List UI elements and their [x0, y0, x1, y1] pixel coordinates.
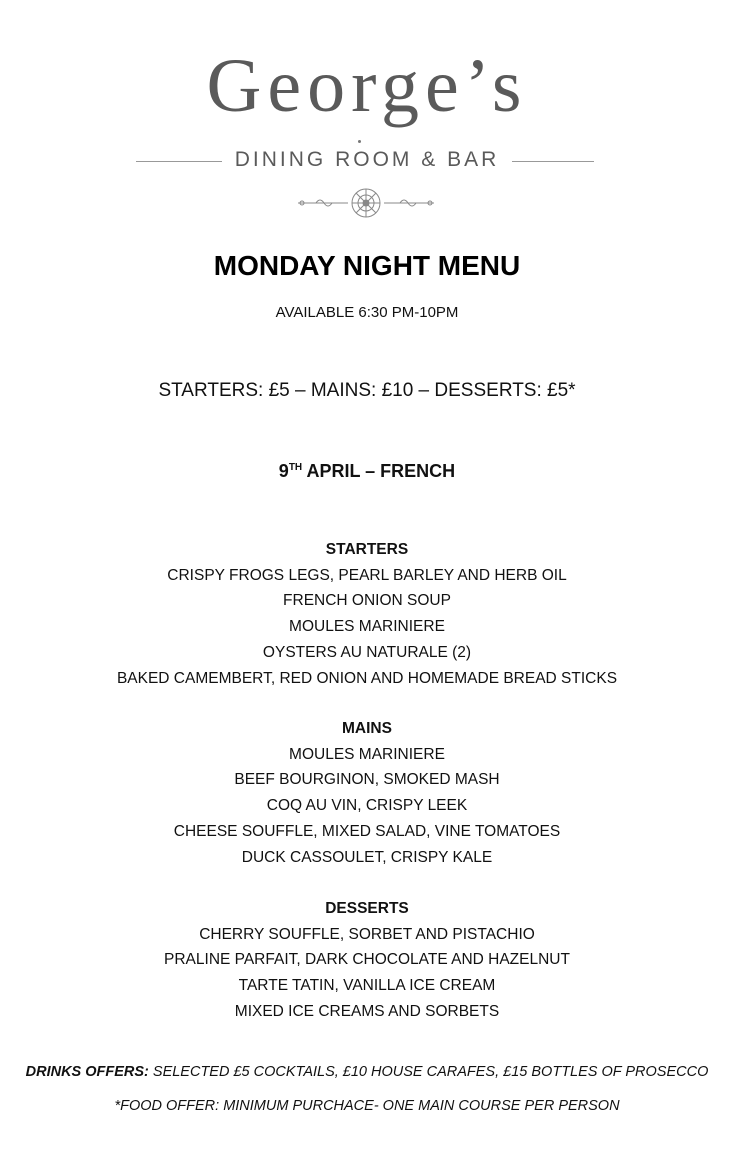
menu-item: BAKED CAMEMBERT, RED ONION AND HOMEMADE BREAD STICKS	[116, 669, 618, 687]
menu-item: TARTE TATIN, VANILLA ICE CREAM	[238, 977, 496, 995]
menu-item: CHERRY SOUFFLE, SORBET AND PISTACHIO	[199, 925, 535, 943]
menu-item: OYSTERS AU NATURALE (2)	[262, 643, 472, 661]
price-summary: STARTERS: £5 – MAINS: £10 – DESSERTS: £5*	[158, 380, 576, 401]
menu-item: MOULES MARINIERE	[289, 745, 445, 763]
menu-item: CHEESE SOUFFLE, MIXED SALAD, VINE TOMATOES	[173, 822, 561, 840]
menu-item: PRALINE PARFAIT, DARK CHOCOLATE AND HAZELNUT	[164, 951, 570, 969]
menu-date	[0, 461, 734, 482]
section-heading-starters: STARTERS	[325, 541, 409, 558]
brand-subtitle-row	[0, 148, 734, 174]
desserts-section	[0, 896, 734, 1025]
date-day: 9	[278, 461, 289, 481]
mains-section	[0, 716, 734, 870]
menu-item: BEEF BOURGINON, SMOKED MASH	[234, 771, 500, 789]
section-heading-desserts: DESSERTS	[325, 900, 409, 917]
date-suffix: TH	[288, 462, 303, 473]
section-heading-mains: MAINS	[342, 720, 392, 737]
starters-section	[0, 537, 734, 691]
flourish-ornament-icon	[296, 184, 436, 222]
menu-item: CRISPY FROGS LEGS, PEARL BARLEY AND HERB OIL	[167, 566, 567, 584]
date-rest: APRIL – FRENCH	[302, 461, 456, 481]
right-rule	[512, 161, 594, 162]
brand-logo: George’s	[206, 44, 528, 128]
drinks-offers-text: SELECTED £5 COCKTAILS, £10 HOUSE CARAFES, £15 BOTTLES OF PROSECCO	[148, 1064, 709, 1080]
menu-item: DUCK CASSOULET, CRISPY KALE	[241, 848, 493, 866]
drinks-offers-label: DRINKS OFFERS:	[25, 1064, 149, 1080]
logo-dot	[358, 140, 361, 143]
menu-item: COQ AU VIN, CRISPY LEEK	[266, 797, 468, 815]
availability-text: AVAILABLE 6:30 PM-10PM	[275, 304, 459, 321]
drinks-offers	[0, 1064, 734, 1080]
menu-item: FRENCH ONION SOUP	[283, 592, 451, 610]
food-offer: *FOOD OFFER: MINIMUM PURCHACE- ONE MAIN COURSE PER PERSON	[114, 1098, 620, 1114]
menu-item: MIXED ICE CREAMS AND SORBETS	[234, 1002, 500, 1020]
menu-item: MOULES MARINIERE	[289, 618, 445, 636]
menu-title: MONDAY NIGHT MENU	[213, 250, 521, 281]
brand-subtitle: DINING ROOM & BAR	[234, 148, 500, 171]
